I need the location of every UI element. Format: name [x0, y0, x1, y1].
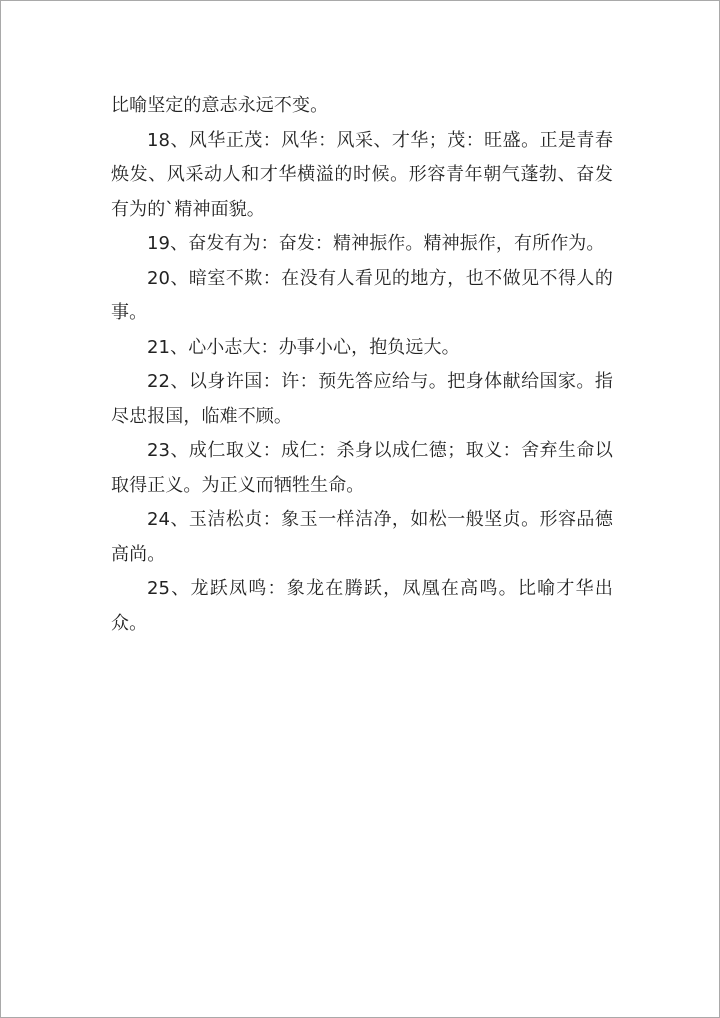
paragraph-item-18: 18、风华正茂：风华：风采、才华；茂：旺盛。正是青春焕发、风采动人和才华横溢的时候。形容青年朝气蓬勃、奋发有为的`精神面貌。 — [111, 129, 613, 220]
document-body — [111, 89, 613, 641]
paragraph-item-20: 20、暗室不欺：在没有人看见的地方，也不做见不得人的事。 — [111, 267, 613, 323]
paragraph-item-22: 22、以身许国：许：预先答应给与。把身体献给国家。指尽忠报国，临难不顾。 — [111, 371, 613, 427]
paragraph-item-23: 23、成仁取义：成仁：杀身以成仁德；取义：舍弃生命以取得正义。为正义而牺牲生命。 — [111, 440, 613, 496]
paragraph-continuation: 比喻坚定的意志永远不变。 — [111, 95, 329, 116]
paragraph-item-25: 25、龙跃凤鸣：象龙在腾跃，凤凰在高鸣。比喻才华出众。 — [111, 578, 613, 634]
paragraph-item-19: 19、奋发有为：奋发：精神振作。精神振作，有所作为。 — [147, 233, 605, 254]
paragraph-item-24: 24、玉洁松贞：象玉一样洁净，如松一般坚贞。形容品德高尚。 — [111, 509, 613, 565]
paragraph-item-21: 21、心小志大：办事小心，抱负远大。 — [147, 336, 460, 358]
